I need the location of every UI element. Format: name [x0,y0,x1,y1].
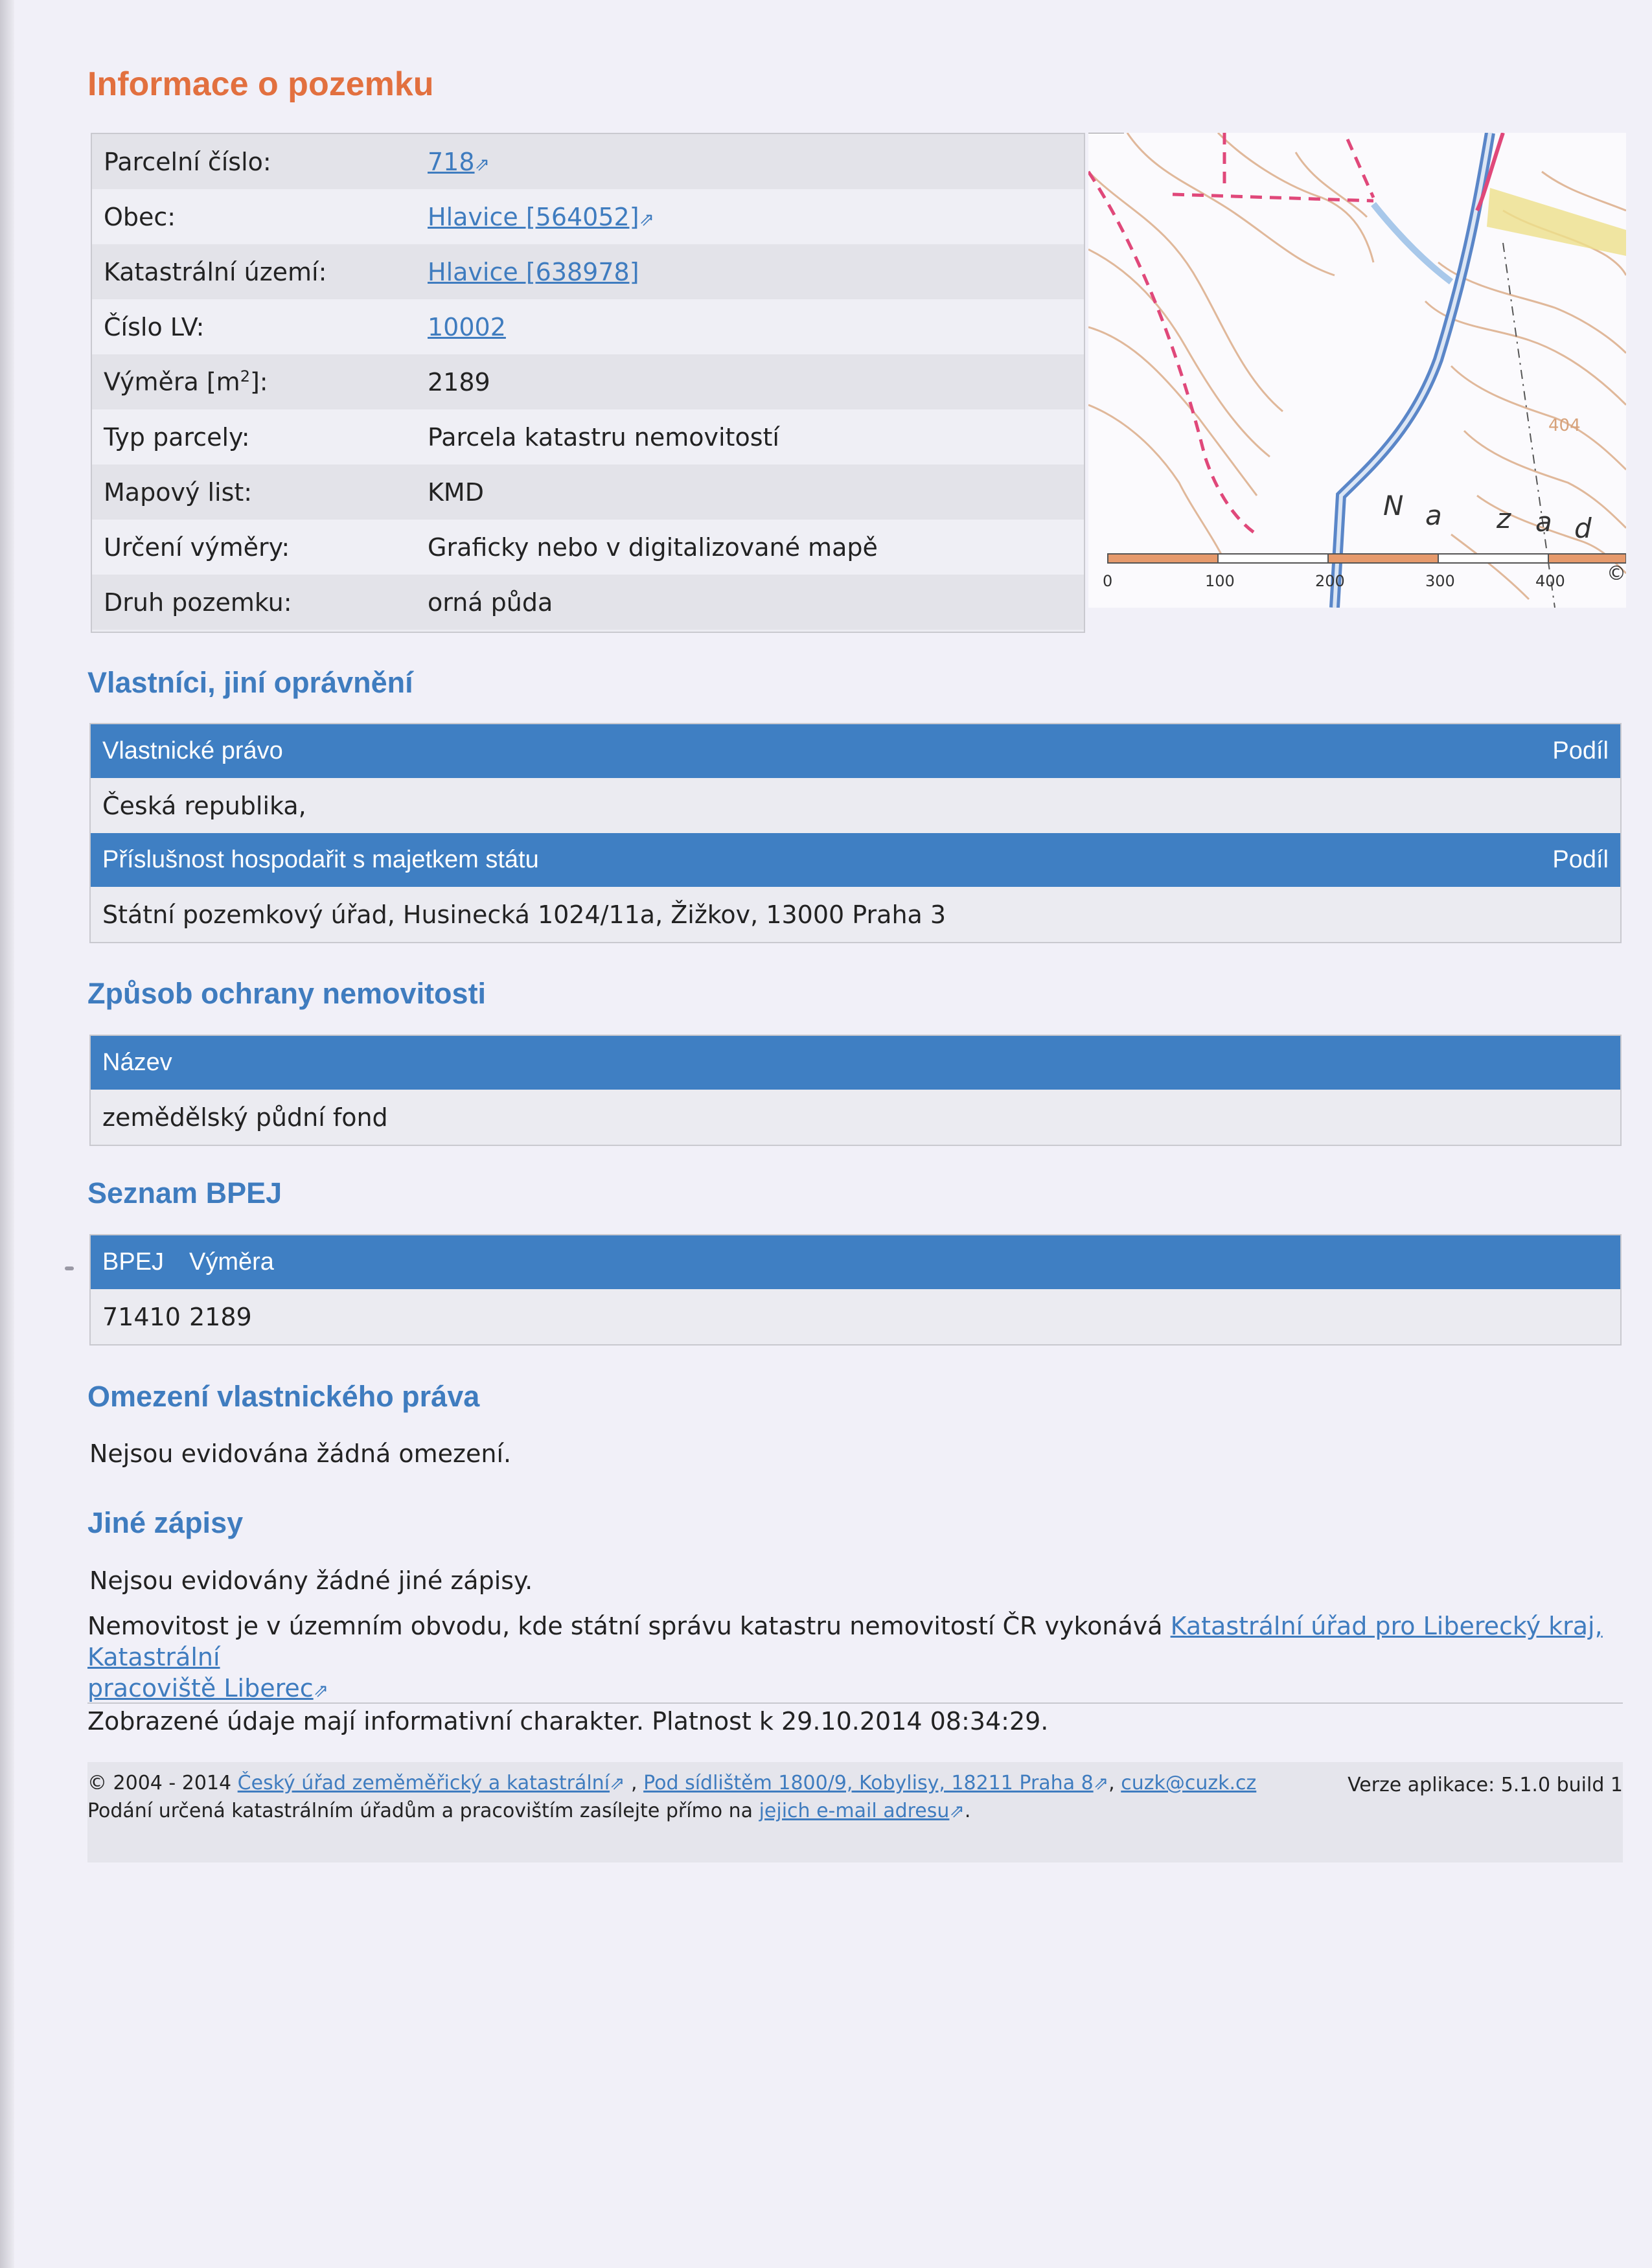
email-addresses-link[interactable]: jejich e-mail adresu [759,1800,950,1822]
scan-left-edge [0,0,14,2268]
map-copyright: © [1607,562,1626,585]
label-area-determination: Určení výměry: [104,533,290,562]
row-parcel-number [92,134,1084,189]
office-link-continued[interactable]: pracoviště Liberec [87,1674,314,1702]
parcel-map-preview[interactable] [1088,133,1626,608]
map-scale-label: 300 [1425,572,1455,590]
external-link-icon: ⇗ [474,153,490,175]
owners-header-management: Příslušnost hospodařit s majetkem státu Podíl [91,833,1620,887]
protection-table [89,1035,1622,1146]
map-place-letter: z [1497,503,1511,534]
row-parcel-type [92,409,1084,464]
map-scale-label: 100 [1205,572,1235,590]
manager-row: Státní pozemkový úřad, Husinecká 1024/11a, Žižkov, 13000 Praha 3 [91,887,1620,942]
footer [87,1762,1623,1862]
value-map-sheet: KMD [428,477,484,507]
link-municipality[interactable]: Hlavice [564052] [428,202,639,231]
link-parcel-number[interactable]: 718 [428,147,475,176]
office-link[interactable]: Katastrální úřad pro Liberecký kraj, Katastrální [87,1612,1603,1671]
restrictions-text: Nejsou evidována žádná omezení. [89,1439,512,1468]
protection-heading: Způsob ochrany nemovitosti [87,977,487,1010]
value-parcel-type: Parcela katastru nemovitostí [428,422,779,452]
share-header: Podíl [1552,737,1609,764]
label-municipality: Obec: [104,202,176,231]
owner-row: Česká republika, [91,778,1620,833]
external-link-icon: ⇗ [1093,1772,1109,1794]
bpej-row: 71410 2189 [91,1289,1620,1344]
owners-table [89,723,1622,943]
footer-line-1: © 2004 - 2014 Český úřad zeměměřický a katastrální⇗ , Pod sídlištěm 1800/9, Kobylisy, 18211 Praha 8⇗, cuzk@cuzk.cz [87,1772,1257,1794]
scan-speck [65,1266,74,1270]
value-area-determination: Graficky nebo v digitalizované mapě [428,533,878,562]
row-area-determination [92,520,1084,575]
row-lv-number [92,299,1084,354]
email-link[interactable]: cuzk@cuzk.cz [1121,1772,1257,1794]
map-scale-label: 400 [1535,572,1565,590]
label-area: Výměra $[m^2]$: [104,367,268,396]
link-lv-number[interactable]: 10002 [428,312,506,341]
row-cadastral-area [92,244,1084,299]
bpej-table [89,1234,1622,1346]
divider [87,1702,1623,1704]
owners-heading: Vlastníci, jiní oprávnění [87,666,413,699]
address-link[interactable]: Pod sídlištěm 1800/9, Kobylisy, 18211 Praha 8 [643,1772,1094,1794]
map-place-letter: d [1574,512,1592,544]
restrictions-heading: Omezení vlastnického práva [87,1380,480,1413]
label-parcel-number: Parcelní číslo: [104,147,271,176]
other-heading: Jiné zápisy [87,1506,244,1539]
value-area: 2189 [428,367,490,396]
external-link-icon: ⇗ [610,1772,625,1794]
map-contour-label: 404 [1548,416,1581,435]
label-land-type: Druh pozemku: [104,588,292,617]
row-area [92,354,1084,409]
org-link[interactable]: Český úřad zeměměřický a katastrální [237,1772,610,1794]
protection-row: zemědělský půdní fond [91,1090,1620,1145]
parcel-info-table [91,133,1085,633]
map-scale-label: 0 [1103,572,1113,590]
map-place-letter: N [1383,490,1404,521]
other-text: Nejsou evidovány žádné jiné zápisy. [89,1566,533,1595]
label-cadastral-area: Katastrální území: [104,257,327,286]
app-version: Verze aplikace: 5.1.0 build 1 [1348,1774,1623,1796]
protection-header: Název [91,1036,1620,1090]
footer-line-2: Podání určená katastrálním úřadům a pracovištím zasílejte přímo na jejich e-mail adresu⇗. [87,1800,971,1822]
external-link-icon: ⇗ [313,1680,329,1701]
external-link-icon: ⇗ [639,208,654,230]
page-title: Informace o pozemku [87,65,434,103]
row-map-sheet [92,464,1084,520]
row-municipality [92,189,1084,244]
bpej-heading: Seznam BPEJ [87,1176,282,1209]
bpej-header: BPEJ Výměra [91,1235,1620,1289]
share-header: Podíl [1552,846,1609,873]
external-link-icon: ⇗ [949,1800,965,1822]
validity-text: Zobrazené údaje mají informativní charakter. Platnost k 29.10.2014 08:34:29. [87,1707,1049,1735]
map-place-letter: a [1425,499,1442,531]
row-land-type [92,575,1084,630]
owners-header-ownership: Vlastnické právo Podíl [91,724,1620,778]
link-cadastral-area[interactable]: Hlavice [638978] [428,257,639,286]
map-scale-label: 200 [1315,572,1345,590]
label-parcel-type: Typ parcely: [104,422,250,452]
map-place-letter: a [1535,506,1552,538]
value-land-type: orná půda [428,588,553,617]
office-text: Nemovitost je v územním obvodu, kde státní správu katastru nemovitostí ČR vykonává Katastrální úřad pro Liberecký kraj, Katastrální pracoviště Liberec⇗ [87,1612,1603,1702]
label-map-sheet: Mapový list: [104,477,253,507]
label-lv-number: Číslo LV: [104,312,205,341]
